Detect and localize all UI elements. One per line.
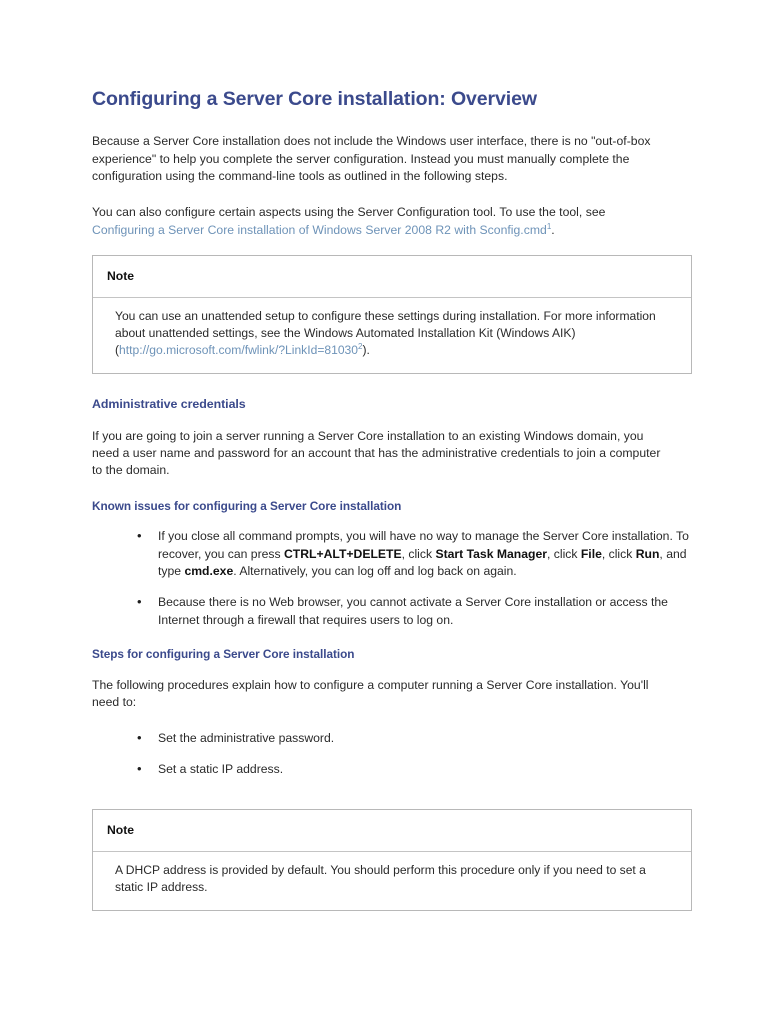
- heading-administrative-credentials: Administrative credentials: [92, 397, 246, 412]
- list-item: • Set a static IP address.: [92, 761, 692, 778]
- page-title: Configuring a Server Core installation: Overview: [92, 88, 537, 110]
- sconfig-paragraph-lead: You can also configure certain aspects using the Server Configuration tool. To use the tool, see: [92, 205, 606, 220]
- intro-paragraph: Because a Server Core installation does not include the Windows user interface, there is no "out-of-box experience" to help you complete the server configuration. Instead you must manually complete the configuration using the command-line tools as outlined in the following steps.: [92, 134, 651, 184]
- bullet-text-segment: , click: [601, 546, 636, 561]
- sconfig-paragraph-trailing: .: [551, 222, 555, 237]
- bullet-bold-start-task-manager: Start Task Manager: [435, 546, 547, 561]
- bullet-text-segment: , and type: [158, 546, 687, 579]
- windows-aik-link-footnote-marker: 2: [358, 341, 363, 351]
- sconfig-link-footnote-marker: 1: [546, 221, 552, 231]
- bullet-text-segment: If you close all command prompts, you will have no way to manage the Server Core installation. To recover, you can press: [158, 529, 689, 561]
- bullet-bold-cmd-exe: cmd.exe: [184, 564, 234, 579]
- administrative-credentials-paragraph: If you are going to join a server running a Server Core installation to an existing Windows domain, you need a user name and password for an account that has the administrative credentials to join a computer to the domain.: [92, 428, 661, 478]
- sconfig-paragraph: [92, 204, 670, 239]
- windows-aik-link[interactable]: http://go.microsoft.com/fwlink/?LinkId=81030: [119, 343, 359, 358]
- note-heading: Note: [93, 256, 691, 298]
- sconfig-link[interactable]: Configuring a Server Core installation of Windows Server 2008 R2 with Sconfig.cmd: [92, 222, 547, 237]
- bullet-text-segment: , click: [401, 546, 436, 561]
- spacer: [92, 796, 692, 809]
- known-issues-list: [92, 528, 692, 629]
- note-body-lead: You can use an unattended setup to configure these settings during installation. For more information about unattended settings, see the Windows Automated Installation Kit (Windows AIK) (: [115, 308, 656, 358]
- list-item: [92, 528, 692, 580]
- note-box-unattended-setup: [92, 255, 692, 374]
- heading-steps: Steps for configuring a Server Core installation: [92, 647, 355, 662]
- note-heading: Note: [93, 810, 691, 852]
- note-body: A DHCP address is provided by default. You should perform this procedure only if you need to set a static IP address.: [115, 862, 646, 894]
- note-body: [93, 298, 691, 374]
- bullet-bold-run: Run: [635, 546, 660, 561]
- note-box-dhcp-address: [92, 809, 692, 911]
- bullet-text-segment: . Alternatively, you can log off and log back on again.: [233, 564, 517, 579]
- list-item: • Set the administrative password.: [92, 730, 692, 747]
- steps-paragraph: The following procedures explain how to configure a computer running a Server Core installation. You'll need to:: [92, 677, 649, 710]
- bullet-bold-file: File: [580, 546, 602, 561]
- list-item: • Because there is no Web browser, you cannot activate a Server Core installation or access the Internet through a firewall that requires users to log on.: [92, 594, 692, 629]
- bullet-bold-ctrl-alt-delete: CTRL+ALT+DELETE: [284, 546, 402, 561]
- note-body-trailing: ).: [362, 343, 370, 358]
- steps-list: [92, 730, 692, 778]
- heading-known-issues: Known issues for configuring a Server Core installation: [92, 498, 402, 513]
- bullet-text-segment: , click: [547, 546, 581, 561]
